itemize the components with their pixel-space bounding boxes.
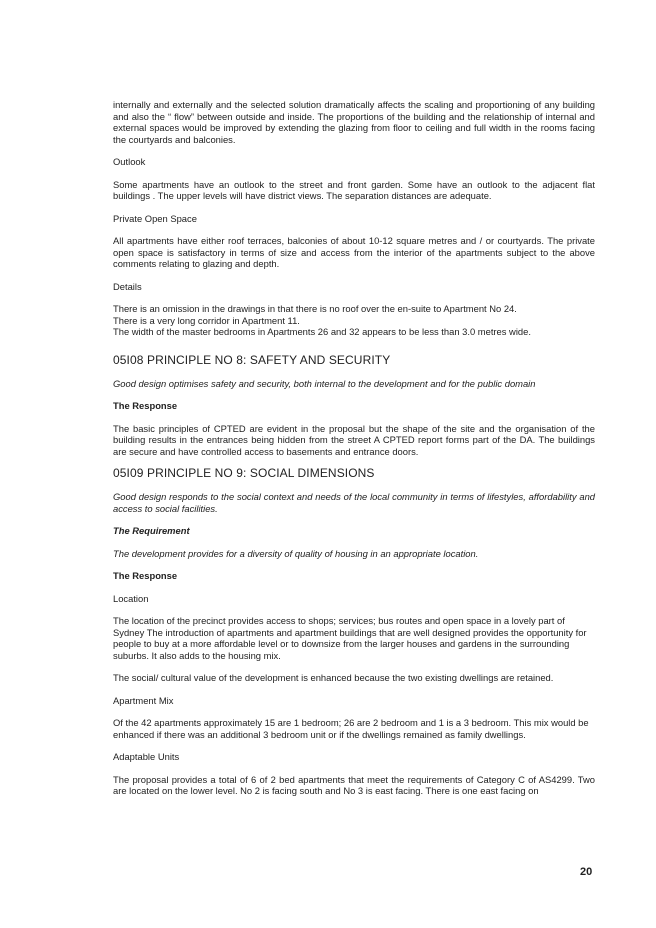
paragraph-outlook: Some apartments have an outlook to the street and front garden. Some have an outlook to the adjacent flat buildings . The upper levels will have district views. The separation distances are adequate. [113,178,595,201]
heading-apartment-mix: Apartment Mix [113,694,174,706]
principle-8-intro: Good design optimises safety and security, both internal to the development and for the public domain [113,377,536,389]
principle-8-response: The basic principles of CPTED are evident in the proposal but the shape of the site and the organisation of the building results in the entrances being hidden from the street A CPTED report forms part of the DA. The buildings are secure and have controlled access to basements and entrance doors. [113,422,595,457]
principle-9-requirement-heading: The Requirement [113,525,190,536]
details-line-3: The width of the master bedrooms in Apartments 26 and 32 appears to be less than 3.0 metres wide. [113,326,531,337]
paragraph-glazing: internally and externally and the selected solution dramatically affects the scaling and proportioning of any building and also the “ flow” between outside and inside. The proportions of the building and the relationship of internal and external spaces would be improved by extending the glazing from floor to ceiling and full width in the rooms facing the courtyards and balconies. [113,99,595,145]
paragraph-adaptable-units: The proposal provides a total of 6 of 2 bed apartments that meet the requirements of Category C of AS4299. Two are located on the lower level. No 2 is facing south and No 3 is east facing. There is one east facing on [113,773,595,796]
heading-outlook: Outlook [113,156,146,167]
heading-private-open-space: Private Open Space [113,212,197,224]
paragraph-apartment-mix: Of the 42 apartments approximately 15 are 1 bedroom; 26 are 2 bedroom and 1 is a 3 bedroom. This mix would be enhanced if there was an additional 3 bedroom unit or if the dwellings remained as family dwellings. [113,717,589,740]
heading-adaptable-units: Adaptable Units [113,751,180,762]
paragraph-location: The location of the precinct provides access to shops; services; bus routes and open space in a lovely part of Sydney The introduction of apartments and apartment buildings that are well designed provides the opportunity for people to buy at a more affordable level or to downsize from the larger houses and gardens in the surrounding suburbs. It also adds to the housing mix. [113,615,587,661]
details-line-1: There is an omission in the drawings in that there is no roof over the en-suite to Apartment No 24. [113,303,517,314]
section-heading-principle-8: 05I08 PRINCIPLE NO 8: SAFETY AND SECURITY [113,352,391,367]
paragraph-social-value: The social/ cultural value of the development is enhanced because the two existing dwellings are retained. [113,672,554,683]
heading-location: Location [113,592,149,604]
details-line-2: There is a very long corridor in Apartment 11. [113,314,300,326]
section-heading-principle-9: 05I09 PRINCIPLE NO 9: SOCIAL DIMENSIONS [113,466,375,480]
heading-details: Details [113,280,142,292]
document-body [113,99,595,797]
principle-8-response-heading: The Response [113,400,178,411]
principle-9-response-heading: The Response [113,570,178,581]
page-number: 20 [580,866,593,878]
principle-9-intro: Good design responds to the social context and needs of the local community in terms of lifestyles, affordability and access to social facilities. [113,491,595,514]
principle-9-requirement: The development provides for a diversity of quality of housing in an appropriate location. [113,547,479,559]
paragraph-private-open-space: All apartments have either roof terraces, balconies of about 10-12 square metres and / or courtyards. The private open space is satisfactory in terms of size and access from the interior of the apartments subject to the above comments relating to glazing and depth. [113,235,595,269]
